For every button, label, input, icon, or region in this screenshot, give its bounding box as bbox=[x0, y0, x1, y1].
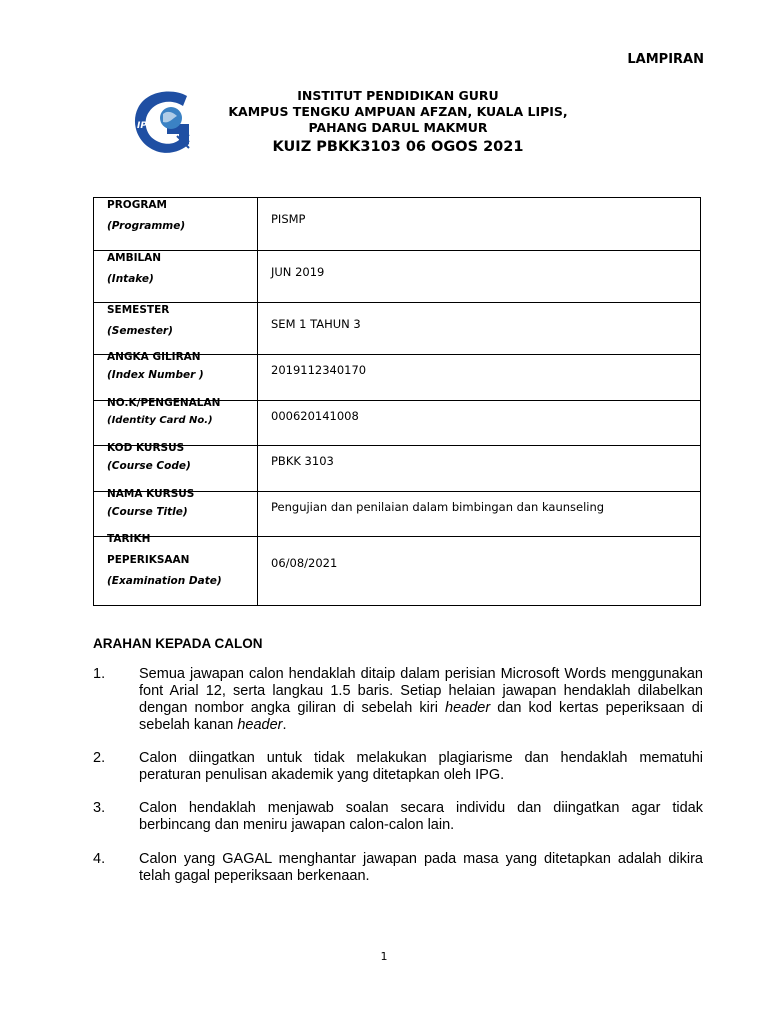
item-number: 4. bbox=[93, 851, 106, 867]
label-cell bbox=[94, 397, 258, 446]
instruction-item bbox=[93, 851, 703, 885]
item-text-part: . bbox=[282, 717, 287, 733]
label-cell bbox=[94, 351, 258, 401]
instruction-item bbox=[93, 800, 703, 834]
table-row bbox=[94, 537, 701, 606]
row-value: 2019112340170 bbox=[271, 363, 367, 377]
row-label: PROGRAM bbox=[107, 199, 167, 211]
row-label-line2: PEPERIKSAAN bbox=[107, 554, 190, 566]
label-cell bbox=[94, 442, 258, 492]
table-row bbox=[94, 198, 701, 251]
instruction-item bbox=[93, 666, 703, 734]
item-text-part: Semua jawapan calon hendaklah ditaip dalam perisian Microsoft Words menggunakan font Arial 12, serta langkau 1.5 baris. Setiap helaian jawapan hendaklah dilabelkan dengan nombor angka giliran di sebelah kiri bbox=[139, 666, 703, 716]
row-value: PBKK 3103 bbox=[271, 454, 334, 468]
row-value: JUN 2019 bbox=[271, 265, 325, 279]
value-cell bbox=[258, 401, 701, 446]
label-cell bbox=[94, 198, 258, 251]
item-text-emphasis: header bbox=[237, 717, 283, 733]
value-cell bbox=[258, 446, 701, 492]
row-value: PISMP bbox=[271, 212, 306, 226]
campus-name: KAMPUS TENGKU AMPUAN AFZAN, KUALA LIPIS, bbox=[228, 104, 568, 119]
item-number: 2. bbox=[93, 750, 106, 766]
instructions-title: ARAHAN KEPADA CALON bbox=[93, 636, 263, 651]
label-cell bbox=[94, 303, 258, 355]
value-cell bbox=[258, 251, 701, 303]
value-cell bbox=[258, 492, 701, 537]
value-cell bbox=[258, 198, 701, 251]
row-value: SEM 1 TAHUN 3 bbox=[271, 317, 361, 331]
state-name: PAHANG DARUL MAKMUR bbox=[308, 120, 488, 135]
item-text: Calon yang GAGAL menghantar jawapan pada masa yang ditetapkan adalah dikira telah gagal peperiksaan berkenaan. bbox=[139, 851, 703, 884]
table-row bbox=[94, 492, 701, 537]
item-text-emphasis: header bbox=[445, 700, 491, 716]
value-cell bbox=[258, 537, 701, 606]
table-row bbox=[94, 303, 701, 355]
row-label: SEMESTER bbox=[107, 304, 170, 316]
row-label: NAMA KURSUS bbox=[107, 488, 195, 500]
row-sublabel: (Identity Card No.) bbox=[107, 415, 213, 426]
candidate-info-table bbox=[93, 197, 701, 606]
item-number: 3. bbox=[93, 800, 106, 816]
row-label: NO.K/PENGENALAN bbox=[107, 397, 221, 409]
instruction-item bbox=[93, 750, 703, 784]
label-cell bbox=[94, 488, 258, 537]
row-sublabel: (Programme) bbox=[107, 220, 186, 232]
logo-text: IPG bbox=[137, 121, 155, 131]
page-label: LAMPIRAN bbox=[627, 52, 704, 67]
label-cell bbox=[94, 251, 258, 303]
institution-name: INSTITUT PENDIDIKAN GURU bbox=[297, 88, 499, 103]
row-sublabel: (Course Title) bbox=[107, 506, 188, 518]
item-number: 1. bbox=[93, 666, 106, 682]
row-value: Pengujian dan penilaian dalam bimbingan dan kaunseling bbox=[271, 500, 605, 514]
table-row bbox=[94, 355, 701, 401]
row-sublabel: (Intake) bbox=[107, 273, 154, 285]
row-value: 000620141008 bbox=[271, 409, 359, 423]
page-number: 1 bbox=[380, 950, 388, 963]
table-row bbox=[94, 251, 701, 303]
table-row bbox=[94, 446, 701, 492]
label-cell bbox=[94, 533, 258, 606]
quiz-title: KUIZ PBKK3103 06 OGOS 2021 bbox=[272, 139, 524, 155]
row-sublabel: (Course Code) bbox=[107, 460, 191, 472]
row-label: TARIKH bbox=[107, 533, 151, 545]
row-label: ANGKA GILIRAN bbox=[107, 351, 201, 363]
item-text: Calon hendaklah menjawab soalan secara individu dan diingatkan agar tidak berbincang dan meniru jawapan calon-calon lain. bbox=[139, 800, 703, 833]
row-label: KOD KURSUS bbox=[107, 442, 185, 454]
row-sublabel: (Index Number ) bbox=[107, 369, 204, 381]
value-cell bbox=[258, 355, 701, 401]
row-label: AMBILAN bbox=[107, 252, 162, 264]
value-cell bbox=[258, 303, 701, 355]
document-header bbox=[180, 88, 616, 155]
item-text bbox=[139, 666, 703, 734]
row-sublabel: (Semester) bbox=[107, 325, 173, 337]
table-row bbox=[94, 401, 701, 446]
row-value: 06/08/2021 bbox=[271, 556, 338, 570]
item-text: Calon diingatkan untuk tidak melakukan plagiarisme dan hendaklah mematuhi peraturan penulisan akademik yang ditetapkan oleh IPG. bbox=[139, 750, 703, 783]
row-sublabel: (Examination Date) bbox=[107, 575, 222, 587]
item-text-part: dan kod kertas peperiksaan di sebelah kanan bbox=[139, 700, 703, 733]
